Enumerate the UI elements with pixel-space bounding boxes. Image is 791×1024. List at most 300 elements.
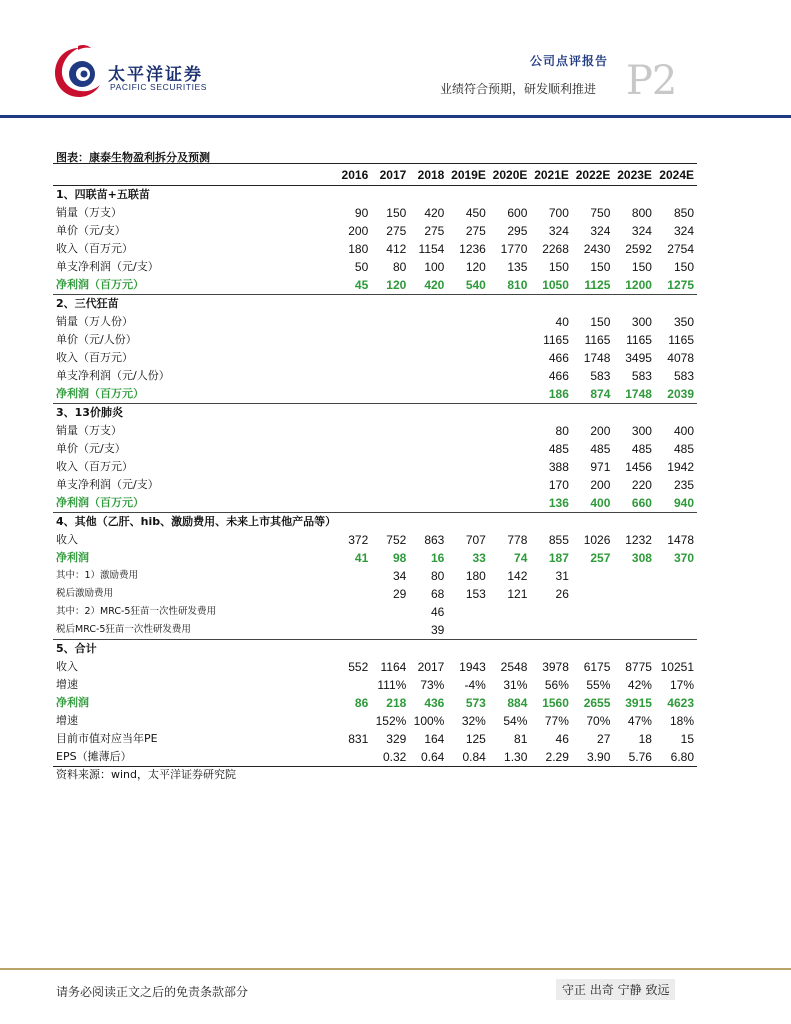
table-cell: 142 bbox=[507, 569, 528, 583]
table-cell bbox=[336, 603, 371, 621]
row-label: 收入 bbox=[56, 533, 78, 546]
table-row bbox=[53, 258, 697, 276]
table-cell: 100% bbox=[413, 714, 445, 728]
table-cell: 2655 bbox=[583, 696, 611, 710]
table-cell: 485 bbox=[548, 442, 569, 456]
table-cell: 45 bbox=[336, 276, 371, 295]
table-cell bbox=[613, 404, 655, 423]
table-cell bbox=[336, 585, 371, 603]
table-cell: 218 bbox=[386, 696, 407, 710]
table-cell: 750 bbox=[590, 206, 611, 220]
table-cell bbox=[371, 422, 409, 440]
table-cell bbox=[572, 513, 614, 532]
table-cell bbox=[447, 295, 489, 314]
table-cell bbox=[655, 404, 697, 423]
table-cell bbox=[336, 476, 371, 494]
table-cell bbox=[530, 513, 572, 532]
table-cell bbox=[336, 367, 371, 385]
column-header-item bbox=[53, 164, 336, 186]
table-cell: 1154 bbox=[418, 242, 445, 256]
row-label: 其中：2）MRC-5狂苗一次性研发费用 bbox=[56, 606, 216, 617]
row-label: 税后激励费用 bbox=[56, 588, 114, 599]
table-cell: 235 bbox=[673, 478, 694, 492]
row-label: 税后MRC-5狂苗一次性研发费用 bbox=[53, 621, 336, 640]
table-cell: 4623 bbox=[667, 696, 694, 710]
column-header-year: 2022E bbox=[572, 164, 614, 186]
table-cell: 46 bbox=[555, 732, 569, 746]
table-cell bbox=[447, 422, 489, 440]
table-cell bbox=[613, 295, 655, 314]
table-cell bbox=[371, 385, 409, 404]
table-cell: 1236 bbox=[459, 242, 486, 256]
table-cell: 136 bbox=[530, 494, 572, 513]
table-cell bbox=[489, 494, 531, 513]
table-cell: 29 bbox=[392, 587, 407, 601]
table-cell bbox=[336, 494, 371, 513]
table-cell: 200 bbox=[348, 224, 369, 238]
table-cell: 170 bbox=[548, 478, 569, 492]
table-cell: 1478 bbox=[667, 533, 694, 547]
table-cell bbox=[447, 404, 489, 423]
table-row bbox=[53, 349, 697, 367]
table-cell bbox=[572, 640, 614, 659]
table-cell bbox=[371, 621, 409, 640]
table-cell bbox=[336, 385, 371, 404]
table-cell: 450 bbox=[465, 206, 486, 220]
table-cell bbox=[409, 440, 447, 458]
table-cell bbox=[447, 603, 489, 621]
table-cell bbox=[572, 295, 614, 314]
table-section-row bbox=[53, 640, 697, 659]
column-header-year: 2023E bbox=[613, 164, 655, 186]
table-cell bbox=[489, 349, 531, 367]
company-motto: 守正 出奇 宁静 致远 bbox=[556, 979, 675, 1000]
table-cell: 660 bbox=[613, 494, 655, 513]
table-cell: 0.32 bbox=[371, 748, 409, 767]
pacific-securities-logo-icon bbox=[52, 44, 106, 100]
table-cell bbox=[655, 513, 697, 532]
table-cell bbox=[336, 621, 371, 640]
table-cell: 31 bbox=[555, 569, 569, 583]
table-cell: 150 bbox=[548, 260, 569, 274]
table-cell: 1165 bbox=[543, 333, 569, 347]
table-cell: 324 bbox=[590, 224, 611, 238]
table-cell: 329 bbox=[386, 732, 407, 746]
table-cell: 1.30 bbox=[489, 748, 531, 767]
table-row bbox=[53, 748, 697, 767]
row-label: 其中：1）激励费用 bbox=[56, 570, 139, 581]
table-cell: 68 bbox=[430, 587, 445, 601]
table-cell bbox=[489, 186, 531, 205]
table-cell: 5.76 bbox=[613, 748, 655, 767]
table-cell: 275 bbox=[424, 224, 445, 238]
row-label: 净利润（百万元） bbox=[53, 494, 336, 513]
table-cell bbox=[409, 385, 447, 404]
table-cell bbox=[489, 621, 531, 640]
table-cell bbox=[613, 567, 655, 585]
table-cell: 6175 bbox=[583, 660, 611, 674]
footer-divider bbox=[0, 968, 791, 970]
logo-chinese-name: 太平洋证券 bbox=[108, 65, 203, 85]
table-cell bbox=[336, 458, 371, 476]
table-cell bbox=[336, 513, 371, 532]
table-cell: 800 bbox=[631, 206, 652, 220]
table-section-row bbox=[53, 404, 697, 423]
table-cell: 300 bbox=[631, 315, 652, 329]
table-cell: 54% bbox=[503, 714, 528, 728]
table-cell: 324 bbox=[631, 224, 652, 238]
table-cell bbox=[489, 640, 531, 659]
table-row bbox=[53, 385, 697, 404]
table-cell: 26 bbox=[555, 587, 569, 601]
table-cell: 18 bbox=[638, 732, 652, 746]
table-cell bbox=[489, 331, 531, 349]
table-cell bbox=[336, 748, 371, 767]
table-cell: 164 bbox=[424, 732, 445, 746]
table-cell bbox=[572, 404, 614, 423]
table-cell: 300 bbox=[631, 424, 652, 438]
table-cell: 1748 bbox=[583, 351, 611, 365]
table-row bbox=[53, 476, 697, 494]
table-cell bbox=[655, 585, 697, 603]
column-header-year: 2018 bbox=[409, 164, 447, 186]
table-cell: 466 bbox=[548, 351, 569, 365]
table-cell: 583 bbox=[631, 369, 652, 383]
table-cell bbox=[572, 567, 614, 585]
table-cell: 200 bbox=[590, 478, 611, 492]
table-cell: 1165 bbox=[668, 333, 694, 347]
table-row bbox=[53, 494, 697, 513]
table-cell: 707 bbox=[465, 533, 486, 547]
table-cell bbox=[530, 186, 572, 205]
table-cell bbox=[447, 331, 489, 349]
column-header-year: 2017 bbox=[371, 164, 409, 186]
table-row bbox=[53, 531, 697, 549]
table-row bbox=[53, 331, 697, 349]
table-cell bbox=[447, 440, 489, 458]
table-cell: 1560 bbox=[542, 696, 569, 710]
table-cell: 583 bbox=[590, 369, 611, 383]
table-cell: 583 bbox=[673, 369, 694, 383]
table-cell: 2548 bbox=[500, 660, 528, 674]
table-cell bbox=[409, 349, 447, 367]
table-cell bbox=[371, 186, 409, 205]
table-cell bbox=[489, 476, 531, 494]
table-cell bbox=[489, 367, 531, 385]
table-row bbox=[53, 585, 697, 603]
table-cell: 2592 bbox=[625, 242, 652, 256]
table-cell bbox=[371, 513, 409, 532]
table-cell: 2017 bbox=[417, 660, 445, 674]
table-cell: 4078 bbox=[667, 351, 694, 365]
table-row bbox=[53, 422, 697, 440]
table-cell: 752 bbox=[386, 533, 407, 547]
table-cell: 485 bbox=[590, 442, 611, 456]
table-cell: 485 bbox=[673, 442, 694, 456]
table-cell: 412 bbox=[386, 242, 407, 256]
table-cell: 971 bbox=[590, 460, 611, 474]
table-cell: 257 bbox=[590, 551, 611, 565]
table-cell bbox=[336, 422, 371, 440]
table-cell bbox=[613, 640, 655, 659]
table-cell: 1050 bbox=[530, 276, 572, 295]
table-cell: 1200 bbox=[613, 276, 655, 295]
table-row bbox=[53, 621, 697, 640]
table-cell: 40 bbox=[555, 315, 569, 329]
table-cell: 80 bbox=[392, 260, 407, 274]
section-heading: 2、三代狂苗 bbox=[56, 297, 119, 310]
table-cell bbox=[371, 640, 409, 659]
table-cell: 150 bbox=[631, 260, 652, 274]
table-cell bbox=[371, 404, 409, 423]
column-header-year: 2019E bbox=[447, 164, 489, 186]
table-cell: 73% bbox=[420, 678, 445, 692]
table-cell: 81 bbox=[514, 732, 528, 746]
table-cell bbox=[409, 513, 447, 532]
table-cell: 34 bbox=[392, 569, 407, 583]
table-cell: 17% bbox=[669, 678, 694, 692]
table-row bbox=[53, 603, 697, 621]
table-row bbox=[53, 240, 697, 258]
table-cell: 150 bbox=[673, 260, 694, 274]
table-cell: 47% bbox=[627, 714, 652, 728]
table-cell: 32% bbox=[461, 714, 486, 728]
table-cell bbox=[489, 404, 531, 423]
table-cell bbox=[447, 621, 489, 640]
table-cell bbox=[409, 458, 447, 476]
table-cell bbox=[447, 494, 489, 513]
table-cell bbox=[489, 603, 531, 621]
table-cell: 80 bbox=[430, 569, 445, 583]
table-cell: 552 bbox=[348, 660, 369, 674]
table-row bbox=[53, 694, 697, 712]
table-cell: 1026 bbox=[583, 533, 611, 547]
table-cell bbox=[489, 513, 531, 532]
table-cell: 153 bbox=[465, 587, 486, 601]
table-cell bbox=[655, 567, 697, 585]
table-cell bbox=[613, 513, 655, 532]
row-label: 单价（元/支） bbox=[56, 224, 126, 237]
row-label: EPS（摊薄后） bbox=[53, 748, 336, 767]
table-cell bbox=[489, 422, 531, 440]
table-cell bbox=[371, 603, 409, 621]
table-cell bbox=[530, 404, 572, 423]
table-cell: 41 bbox=[354, 551, 369, 565]
table-cell bbox=[409, 494, 447, 513]
table-cell: 3978 bbox=[542, 660, 569, 674]
table-cell: -4% bbox=[464, 678, 486, 692]
table-row bbox=[53, 730, 697, 748]
table-cell: 180 bbox=[348, 242, 369, 256]
table-cell bbox=[572, 621, 614, 640]
section-heading: 5、合计 bbox=[56, 642, 97, 655]
table-cell bbox=[489, 440, 531, 458]
table-cell bbox=[447, 349, 489, 367]
column-header-year: 2020E bbox=[489, 164, 531, 186]
row-label: 目前市值对应当年PE bbox=[56, 732, 158, 745]
table-cell bbox=[371, 494, 409, 513]
table-cell bbox=[655, 621, 697, 640]
row-label: 净利润（百万元） bbox=[53, 276, 336, 295]
table-cell: 324 bbox=[673, 224, 694, 238]
table-section-row bbox=[53, 295, 697, 314]
table-cell: 1456 bbox=[625, 460, 652, 474]
table-cell: 372 bbox=[348, 533, 369, 547]
row-label: 单支净利润（元/支） bbox=[56, 260, 159, 273]
table-cell bbox=[336, 186, 371, 205]
table-row bbox=[53, 549, 697, 567]
table-cell: 308 bbox=[631, 551, 652, 565]
table-cell: 3495 bbox=[625, 351, 652, 365]
table-cell: 42% bbox=[627, 678, 652, 692]
table-cell: 0.84 bbox=[447, 748, 489, 767]
table-cell bbox=[371, 458, 409, 476]
table-cell: 27 bbox=[597, 732, 611, 746]
table-cell bbox=[336, 676, 371, 694]
table-cell: 125 bbox=[465, 732, 486, 746]
table-cell: 8775 bbox=[625, 660, 652, 674]
table-cell: 1943 bbox=[459, 660, 486, 674]
table-cell: 0.64 bbox=[409, 748, 447, 767]
table-cell bbox=[530, 640, 572, 659]
table-cell bbox=[371, 313, 409, 331]
table-cell bbox=[447, 367, 489, 385]
table-cell: 436 bbox=[424, 696, 445, 710]
table-row bbox=[53, 204, 697, 222]
table-cell bbox=[409, 476, 447, 494]
table-cell: 2754 bbox=[667, 242, 694, 256]
table-cell: 70% bbox=[586, 714, 611, 728]
disclaimer-note: 请务必阅读正文之后的免责条款部分 bbox=[56, 985, 249, 999]
table-cell bbox=[336, 404, 371, 423]
table-cell: 15 bbox=[680, 732, 694, 746]
row-label: 单价（元/人份） bbox=[56, 333, 137, 346]
table-cell bbox=[336, 295, 371, 314]
table-cell bbox=[447, 640, 489, 659]
table-cell: 400 bbox=[572, 494, 614, 513]
row-label: 净利润（百万元） bbox=[53, 385, 336, 404]
table-cell bbox=[409, 422, 447, 440]
table-cell bbox=[530, 295, 572, 314]
row-label: 单价（元/支） bbox=[56, 442, 126, 455]
row-label: 收入 bbox=[56, 660, 78, 673]
table-header-row bbox=[53, 164, 697, 186]
table-cell bbox=[409, 331, 447, 349]
table-cell bbox=[572, 186, 614, 205]
table-cell bbox=[336, 331, 371, 349]
table-cell: 46 bbox=[430, 605, 445, 619]
table-cell: 700 bbox=[548, 206, 569, 220]
report-type: 公司点评报告 bbox=[530, 54, 609, 68]
table-cell: 152% bbox=[375, 714, 407, 728]
row-label: 净利润 bbox=[56, 551, 89, 564]
table-cell: 810 bbox=[489, 276, 531, 295]
table-cell bbox=[613, 621, 655, 640]
table-cell: 1165 bbox=[626, 333, 652, 347]
table-section-row bbox=[53, 186, 697, 205]
table-cell: 778 bbox=[507, 533, 528, 547]
table-row bbox=[53, 367, 697, 385]
table-cell: 3.90 bbox=[572, 748, 614, 767]
table-cell bbox=[655, 295, 697, 314]
table-cell: 18% bbox=[669, 714, 694, 728]
column-header-year: 2024E bbox=[655, 164, 697, 186]
table-cell: 100 bbox=[424, 260, 445, 274]
table-row bbox=[53, 676, 697, 694]
table-cell: 1232 bbox=[625, 533, 652, 547]
table-cell: 50 bbox=[354, 260, 369, 274]
table-cell: 370 bbox=[673, 551, 694, 565]
table-cell bbox=[447, 186, 489, 205]
table-cell: 485 bbox=[631, 442, 652, 456]
header-divider bbox=[0, 115, 791, 118]
table-row bbox=[53, 658, 697, 676]
table-cell: 10251 bbox=[660, 660, 694, 674]
table-row bbox=[53, 222, 697, 240]
table-cell bbox=[409, 313, 447, 331]
table-cell: 573 bbox=[465, 696, 486, 710]
table-cell bbox=[447, 458, 489, 476]
table-cell bbox=[371, 440, 409, 458]
table-cell: 150 bbox=[386, 206, 407, 220]
row-label: 增速 bbox=[56, 678, 78, 691]
table-cell: 1770 bbox=[500, 242, 528, 256]
table-cell bbox=[447, 313, 489, 331]
table-cell bbox=[447, 385, 489, 404]
table-cell: 388 bbox=[548, 460, 569, 474]
table-cell: 98 bbox=[392, 551, 407, 565]
row-label: 收入（百万元） bbox=[56, 460, 133, 473]
row-label: 增速 bbox=[56, 714, 78, 727]
table-cell bbox=[530, 603, 572, 621]
table-cell: 420 bbox=[424, 206, 445, 220]
table-cell: 220 bbox=[631, 478, 652, 492]
table-cell bbox=[655, 603, 697, 621]
profit-forecast-table bbox=[53, 163, 697, 767]
table-cell: 77% bbox=[544, 714, 569, 728]
table-cell: 2.29 bbox=[530, 748, 572, 767]
table-cell: 74 bbox=[514, 551, 528, 565]
table-cell: 90 bbox=[354, 206, 369, 220]
table-cell: 6.80 bbox=[655, 748, 697, 767]
table-cell: 600 bbox=[507, 206, 528, 220]
table-cell bbox=[655, 640, 697, 659]
row-label: 销量（万支） bbox=[56, 206, 122, 219]
table-cell bbox=[409, 295, 447, 314]
table-cell: 186 bbox=[530, 385, 572, 404]
table-cell: 180 bbox=[465, 569, 486, 583]
company-logo bbox=[52, 44, 242, 104]
table-cell: 324 bbox=[548, 224, 569, 238]
row-label: 销量（万人份） bbox=[56, 315, 133, 328]
table-cell: 940 bbox=[655, 494, 697, 513]
table-cell: 1748 bbox=[613, 385, 655, 404]
table-cell: 275 bbox=[465, 224, 486, 238]
table-cell: 855 bbox=[548, 533, 569, 547]
table-cell bbox=[489, 295, 531, 314]
report-subtitle: 业绩符合预期，研发顺利推进 bbox=[440, 82, 597, 96]
table-cell bbox=[613, 585, 655, 603]
table-cell: 831 bbox=[348, 732, 369, 746]
table-row bbox=[53, 712, 697, 730]
table-cell: 200 bbox=[590, 424, 611, 438]
table-cell: 874 bbox=[572, 385, 614, 404]
figure-title: 图表：康泰生物盈利拆分及预测 bbox=[56, 151, 210, 164]
table-cell: 350 bbox=[673, 315, 694, 329]
table-cell: 187 bbox=[548, 551, 569, 565]
table-cell: 1125 bbox=[572, 276, 614, 295]
table-cell: 3915 bbox=[625, 696, 652, 710]
